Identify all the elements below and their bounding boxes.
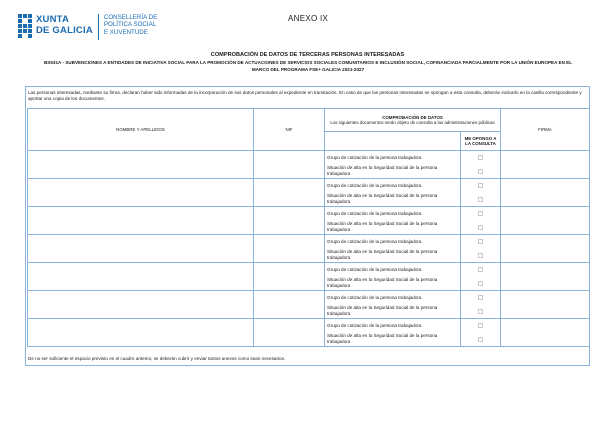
oppose-cell: [461, 164, 501, 179]
nif-cell[interactable]: [254, 235, 325, 263]
signature-cell[interactable]: [501, 179, 590, 207]
oppose-checkbox[interactable]: [478, 225, 483, 230]
oppose-checkbox[interactable]: [478, 183, 483, 188]
oppose-checkbox[interactable]: [478, 253, 483, 258]
oppose-cell: [461, 332, 501, 347]
column-header-doc-blank: [325, 132, 461, 151]
name-cell[interactable]: [28, 263, 254, 291]
doc-label-contribution-group: Grupo de cotización de la persona trabajadora: [325, 151, 461, 165]
table-row: [28, 263, 590, 277]
column-header-oppose: ME OPONGO A LA CONSULTA: [461, 132, 501, 151]
annex-label: ANEXO IX: [288, 14, 329, 23]
oppose-checkbox[interactable]: [478, 309, 483, 314]
third-party-table: [27, 108, 590, 347]
oppose-checkbox[interactable]: [478, 281, 483, 286]
signature-cell[interactable]: [501, 235, 590, 263]
doc-label-social-security: Situación de alta en la Seguridad Social de la persona trabajadora: [325, 192, 461, 207]
doc-label-social-security: Situación de alta en la Seguridad Social de la persona trabajadora: [325, 304, 461, 319]
logo-main-line2: DE GALICIA: [36, 25, 93, 36]
logo-sub-line1: CONSELLERÍA DE: [103, 14, 158, 21]
data-check-subtitle: Los siguientes documentos serán objeto de consulta a las administraciones públicas: [330, 120, 495, 125]
doc-label-contribution-group: Grupo de cotización de la persona trabajadora: [325, 235, 461, 249]
oppose-cell: [461, 179, 501, 193]
logo-divider: [98, 14, 99, 40]
nif-cell[interactable]: [254, 263, 325, 291]
oppose-cell: [461, 291, 501, 305]
doc-label-contribution-group: Grupo de cotización de la persona trabajadora: [325, 207, 461, 221]
signature-cell[interactable]: [501, 291, 590, 319]
signature-cell[interactable]: [501, 151, 590, 179]
nif-cell[interactable]: [254, 319, 325, 347]
oppose-cell: [461, 192, 501, 207]
oppose-checkbox[interactable]: [478, 197, 483, 202]
name-cell[interactable]: [28, 151, 254, 179]
table-row: [28, 179, 590, 193]
intro-paragraph: Las personas interesadas, mediante su firma, declaran haber sido informadas de la incorporación de sus datos personales al expediente en tramitación. En caso de que las personas interesadas se opongan a esta consulta, deberán indicarlo en la casilla correspondiente y aportar una copia de los documentos.: [28, 90, 582, 102]
column-header-name: NOMBRE Y APELLIDOS: [28, 109, 254, 151]
doc-label-social-security: Situación de alta en la Seguridad Social de la persona trabajadora: [325, 164, 461, 179]
name-cell[interactable]: [28, 291, 254, 319]
table-body: [28, 151, 590, 347]
oppose-checkbox[interactable]: [478, 155, 483, 160]
oppose-cell: [461, 319, 501, 333]
column-header-signature: FIRMA: [501, 109, 590, 151]
column-header-data-check: [325, 109, 501, 132]
oppose-checkbox[interactable]: [478, 337, 483, 342]
oppose-cell: [461, 276, 501, 291]
oppose-cell: [461, 207, 501, 221]
doc-label-contribution-group: Grupo de cotización de la persona trabajadora: [325, 319, 461, 333]
doc-label-contribution-group: Grupo de cotización de la persona trabajadora: [325, 179, 461, 193]
column-header-nif: NIF: [254, 109, 325, 151]
name-cell[interactable]: [28, 319, 254, 347]
name-cell[interactable]: [28, 235, 254, 263]
oppose-checkbox[interactable]: [478, 239, 483, 244]
table-row: [28, 207, 590, 221]
table-row: [28, 319, 590, 333]
oppose-cell: [461, 220, 501, 235]
oppose-checkbox[interactable]: [478, 267, 483, 272]
nif-cell[interactable]: [254, 291, 325, 319]
logo-main-line1: XUNTA: [36, 14, 70, 25]
xunta-emblem-icon: [18, 14, 32, 42]
oppose-checkbox[interactable]: [478, 295, 483, 300]
doc-label-social-security: Situación de alta en la Seguridad Social de la persona trabajadora: [325, 248, 461, 263]
logo-main-text: [36, 14, 93, 36]
document-title: COMPROBACIÓN DE DATOS DE TERCERAS PERSONAS INTERESADAS: [210, 52, 405, 58]
name-cell[interactable]: [28, 179, 254, 207]
doc-label-social-security: Situación de alta en la Seguridad Social de la persona trabajadora: [325, 220, 461, 235]
oppose-cell: [461, 151, 501, 165]
table-row: [28, 151, 590, 165]
oppose-cell: [461, 235, 501, 249]
table-row: [28, 291, 590, 305]
logo-sub-line3: E XUVENTUDE: [103, 28, 148, 36]
nif-cell[interactable]: [254, 179, 325, 207]
logo-sub-line2: POLÍTICA SOCIAL: [103, 21, 157, 29]
table-row: [28, 235, 590, 249]
name-cell[interactable]: [28, 207, 254, 235]
footer-note: De no ser suficiente el espacio previsto en el cuadro anterior, se deberán cubrir y enviar tantos anexos como sean necesarios.: [28, 356, 286, 361]
signature-cell[interactable]: [501, 263, 590, 291]
data-check-title: COMPROBACIÓN DE DATOS: [382, 115, 443, 120]
logo-sub-text: [104, 14, 157, 36]
doc-label-contribution-group: Grupo de cotización de la persona trabajadora: [325, 291, 461, 305]
doc-label-social-security: Situación de alta en la Seguridad Social de la persona trabajadora: [325, 332, 461, 347]
oppose-cell: [461, 248, 501, 263]
doc-label-social-security: Situación de alta en la Seguridad Social de la persona trabajadora: [325, 276, 461, 291]
nif-cell[interactable]: [254, 151, 325, 179]
signature-cell[interactable]: [501, 207, 590, 235]
oppose-checkbox[interactable]: [478, 169, 483, 174]
document-subtitle: BS631A - SUBVENCIONES A ENTIDADES DE INICIATIVA SOCIAL PARA LA PROMOCIÓN DE ACTUACIONES DE SERVICIOS SOCIALES COMUNITARIOS E INCLUSIÓN SOCIAL, COFINANCIADA PARCIALMENTE POR LA UNIÓN EUROPEA EN EL MARCO DEL PROGRAMA FSE+ GALICIA 2021-2027: [43, 60, 573, 72]
oppose-checkbox[interactable]: [478, 323, 483, 328]
document-header: [18, 14, 598, 46]
oppose-cell: [461, 263, 501, 277]
signature-cell[interactable]: [501, 319, 590, 347]
oppose-cell: [461, 304, 501, 319]
oppose-checkbox[interactable]: [478, 211, 483, 216]
xunta-logo: [18, 14, 157, 42]
doc-label-contribution-group: Grupo de cotización de la persona trabajadora: [325, 263, 461, 277]
nif-cell[interactable]: [254, 207, 325, 235]
